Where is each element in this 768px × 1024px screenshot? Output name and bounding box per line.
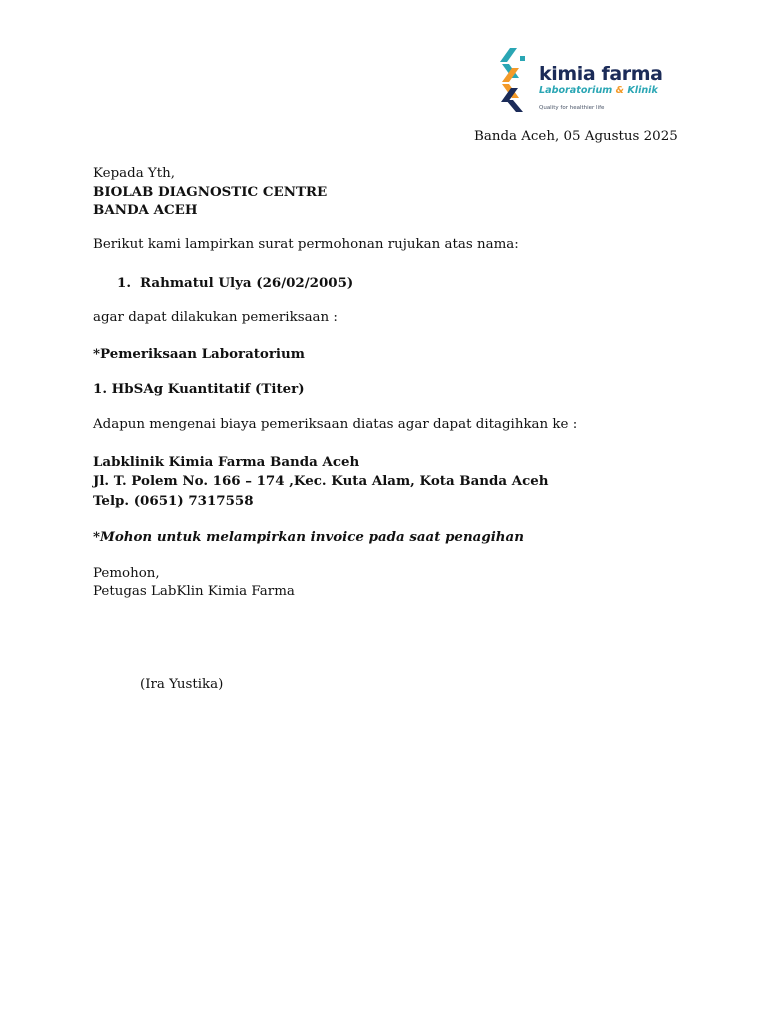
invoice-note: *Mohon untuk melampirkan invoice pada saat penagihan [93, 529, 524, 545]
exam-category: *Pemeriksaan Laboratorium [93, 346, 305, 362]
closing: Pemohon, [93, 566, 160, 581]
place-date: Banda Aceh, 05 Agustus 2025 [474, 129, 678, 144]
intro-text: Berikut kami lampirkan surat permohonan rujukan atas nama: [93, 237, 519, 252]
purpose-text: agar dapat dilakukan pemeriksaan : [93, 310, 338, 325]
patient-list-item [0, 274, 768, 292]
patient-name: Rahmatul Ulya (26/02/2005) [140, 275, 354, 291]
brand-tagline: Quality for healthier life [539, 105, 605, 111]
brand-subtitle: Laboratorium & Klinik [539, 85, 658, 96]
billing-phone: Telp. (0651) 7317558 [93, 493, 254, 509]
sender: Petugas LabKlin Kimia Farma [93, 584, 295, 599]
kimia-farma-mark-icon [496, 46, 536, 114]
recipient-organization: BIOLAB DIAGNOSTIC CENTRE [93, 184, 328, 200]
salutation: Kepada Yth, [93, 166, 176, 181]
kimia-farma-logo [496, 46, 686, 118]
billing-intro: Adapun mengenai biaya pemeriksaan diatas agar dapat ditagihkan ke : [93, 417, 578, 432]
signatory-name: (Ira Yustika) [140, 677, 224, 692]
billing-name: Labklinik Kimia Farma Banda Aceh [93, 454, 360, 470]
recipient-city: BANDA ACEH [93, 202, 198, 218]
exam-item: 1. HbSAg Kuantitatif (Titer) [93, 381, 305, 397]
brand-name: kimia farma [539, 63, 663, 85]
patient-number: 1. [117, 275, 131, 291]
billing-address: Jl. T. Polem No. 166 – 174 ,Kec. Kuta Alam, Kota Banda Aceh [93, 473, 549, 489]
